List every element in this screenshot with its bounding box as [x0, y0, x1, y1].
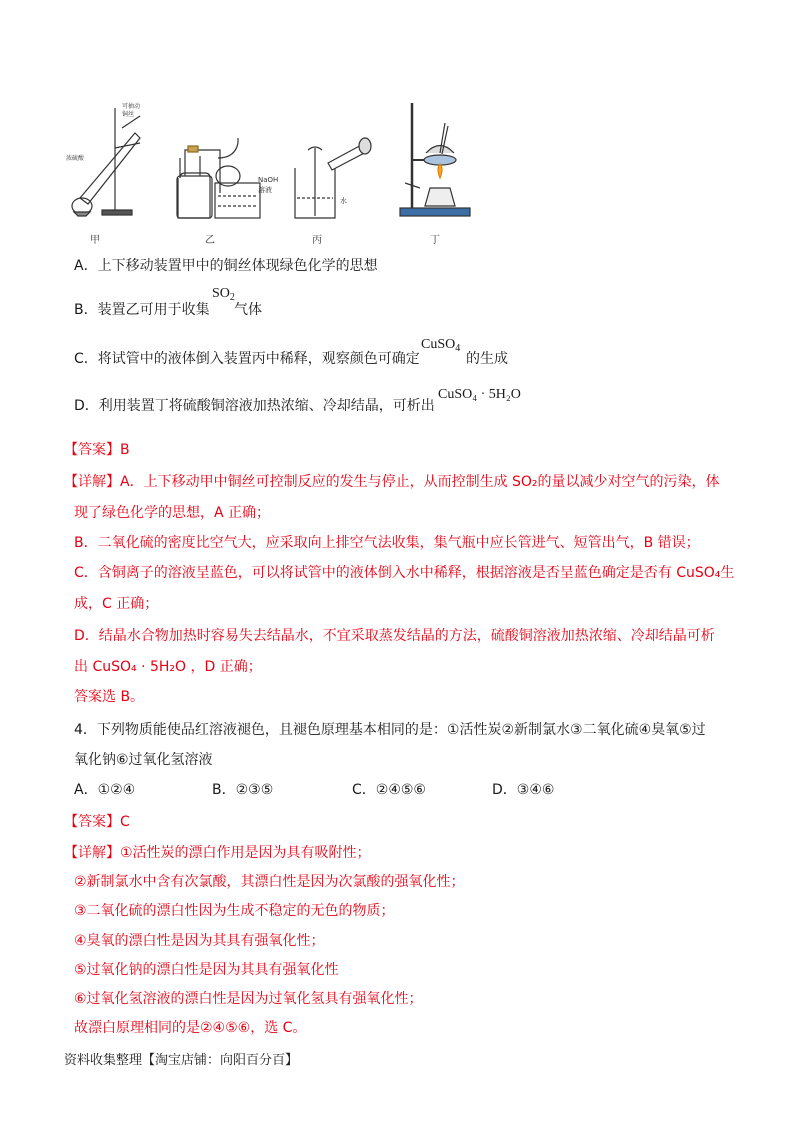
question-4-option-d: D．③④⑥: [492, 782, 555, 798]
question-4-line-2: 氧化钠⑥过氧化氢溶液: [74, 752, 213, 768]
figure-label-yi: 乙: [205, 235, 215, 246]
answer-q3-value: B: [120, 442, 130, 458]
bing-annotation: 水: [340, 197, 347, 205]
explanation-q3-line-8: 答案选 B。: [74, 689, 145, 705]
answer-q3-label: 【答案】: [64, 442, 120, 458]
answer-q4: [64, 812, 130, 832]
question-4-stem-1: 下列物质能使品红溶液褪色，且褪色原理基本相同的是：①活性炭②新制氯水③二氧化硫④臭氧⑤过: [96, 722, 706, 738]
question-4-number: 4．: [74, 722, 97, 738]
question-4-line-1: [74, 720, 706, 740]
apparatus-jia: [72, 108, 140, 216]
option-c-prefix: C．: [74, 351, 98, 367]
footer-source: 资料收集整理【淘宝店铺：向阳百分百】: [64, 1053, 299, 1068]
option-c: [74, 349, 420, 369]
explanation-q3-line-7: 出 CuSO₄ · 5H₂O ，D 正确；: [74, 659, 262, 675]
option-c-suffix: 的生成: [466, 351, 508, 367]
option-d-text: 利用装置丁将硫酸铜溶液加热浓缩、冷却结晶，可析出: [98, 398, 435, 414]
question-4-option-a: A．①②④: [74, 782, 136, 798]
option-b-formula-sub: 2: [229, 292, 235, 303]
figure-label-jia: 甲: [90, 235, 100, 246]
option-b-suffix: 气体: [234, 302, 262, 318]
option-b: [74, 300, 210, 320]
option-b-formula: [212, 286, 235, 306]
apparatus-yi: [177, 138, 260, 218]
option-d: [74, 396, 435, 416]
yi-annotation-1: NaOH: [258, 176, 279, 184]
option-a-prefix: A．: [74, 258, 98, 274]
explanation-q4-line-2: ②新制氯水中含有次氯酸，其漂白性是因为次氯酸的强氧化性；: [74, 874, 465, 890]
apparatus-ding: [400, 103, 470, 216]
option-d-formula: CuSO₄ · 5H₂O: [438, 387, 521, 402]
jia-annotation-1: 可抽动: [122, 103, 141, 110]
answer-q3: [64, 440, 130, 460]
explanation-q3-line-3: B．二氧化硫的密度比空气大，应采取向上排空气法收集，集气瓶中应长管进气、短管出气，B 错误；: [74, 535, 700, 551]
answer-q4-label: 【答案】: [64, 814, 120, 830]
explanation-q4-line-4: ④臭氧的漂白性是因为其具有强氧化性；: [74, 933, 325, 949]
jia-annotation-3: 浓硫酸: [66, 155, 85, 162]
option-a: [74, 256, 378, 276]
option-b-text: 装置乙可用于收集: [97, 302, 210, 318]
explanation-q4-label: 【详解】: [64, 845, 120, 861]
apparatus-figure: [60, 98, 480, 248]
explanation-q3-line-1: [64, 472, 720, 492]
question-4-option-b: B．②③⑤: [212, 782, 274, 798]
yi-annotation-2: 溶液: [258, 186, 272, 194]
explanation-q3-line-6: D．结晶水合物加热时容易失去结晶水，不宜采取蒸发结晶的方法，硫酸铜溶液加热浓缩、冷却结晶可析: [74, 628, 715, 644]
jia-annotation-2: 铜丝: [122, 111, 135, 118]
explanation-q3-text-1: A．上下移动甲中铜丝可控制反应的发生与停止，从而控制生成 SO₂的量以减少对空气的污染，体: [120, 474, 720, 490]
option-a-text: 上下移动装置甲中的铜丝体现绿色化学的思想: [97, 258, 378, 274]
option-b-prefix: B．: [74, 302, 98, 318]
explanation-q3-label: 【详解】: [64, 474, 120, 490]
option-c-formula: [421, 337, 460, 357]
explanation-q4-line-1: [64, 843, 371, 863]
explanation-q3-line-4: C．含铜离子的溶液呈蓝色，可以将试管中的液体倒入水中稀释，根据溶液是否呈蓝色确定是否有 CuSO₄生: [74, 565, 735, 581]
answer-q4-value: C: [120, 814, 130, 830]
explanation-q4-line-6: ⑥过氧化氢溶液的漂白性是因为过氧化氢具有强氧化性；: [74, 991, 423, 1007]
figure-label-bing: 丙: [312, 235, 322, 246]
option-c-formula-main: CuSO: [421, 337, 456, 352]
apparatus-bing: [295, 138, 371, 218]
explanation-q4-line-3: ③二氧化硫的漂白性因为生成不稳定的无色的物质；: [74, 903, 395, 919]
option-c-formula-sub: 4: [455, 343, 461, 354]
explanation-q3-line-2: 现了绿色化学的思想，A 正确；: [74, 505, 271, 521]
explanation-q4-line-7: 故漂白原理相同的是②④⑤⑥，选 C。: [74, 1020, 307, 1036]
option-d-prefix: D．: [74, 398, 99, 414]
explanation-q4-text-1: ①活性炭的漂白作用是因为具有吸附性；: [120, 845, 371, 861]
figure-label-ding: 丁: [430, 235, 440, 246]
explanation-q4-line-5: ⑤过氧化钠的漂白性是因为其具有强氧化性: [74, 962, 339, 978]
option-c-text: 将试管中的液体倒入装置丙中稀释，观察颜色可确定: [97, 351, 420, 367]
explanation-q3-line-5: 成，C 正确；: [74, 596, 159, 612]
question-4-option-c: C．②④⑤⑥: [352, 782, 426, 798]
option-b-formula-main: SO: [212, 286, 230, 301]
